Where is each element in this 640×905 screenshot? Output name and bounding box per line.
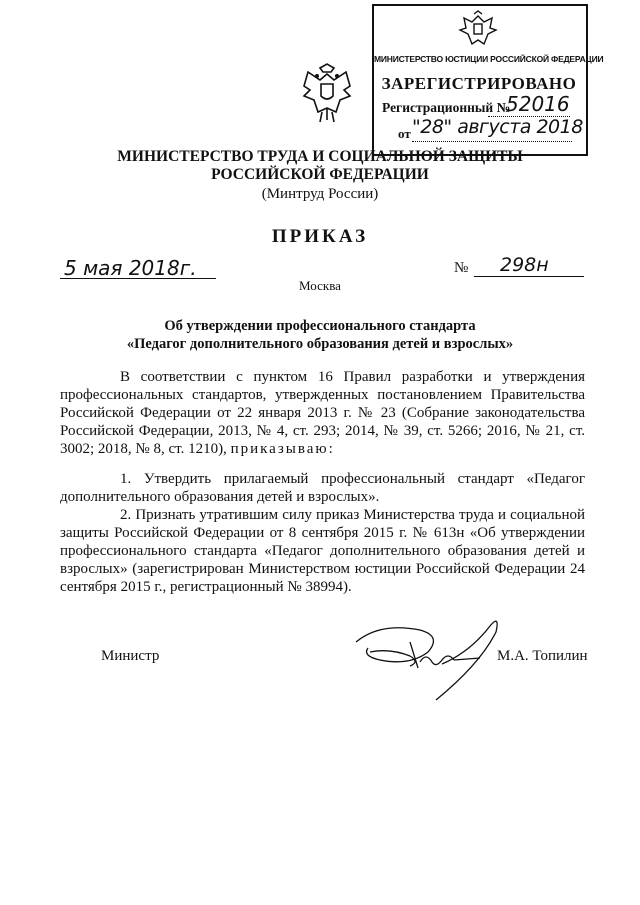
coat-of-arms-icon: [300, 62, 354, 126]
stamp-date-value: "28" августа 2018: [412, 116, 583, 138]
order-title-line1: Об утверждении профессионального стандарта: [164, 318, 476, 334]
ministry-name-line1: МИНИСТЕРСТВО ТРУДА И СОЦИАЛЬНОЙ ЗАЩИТЫ: [117, 148, 523, 165]
order-number-sign: №: [454, 260, 469, 276]
stamp-number-value: 52016: [506, 92, 570, 116]
stamp-ministry: МИНИСТЕРСТВО ЮСТИЦИИ РОССИЙСКОЙ ФЕДЕРАЦИИ: [374, 54, 604, 64]
stamp-registered: ЗАРЕГИСТРИРОВАНО: [381, 74, 577, 93]
stamp-date-prefix: от: [398, 126, 411, 141]
preamble-text: В соответствии с пунктом 16 Правил разработки и утверждения профессиональных стандартов, утвержденных постановлением Правительства Российской Федерации от 22 января 2013 г. № 23 (Собрание законодательства Российской Федерации, 2013, № 4, ст. 293; 2014, № 39, ст. 5266; 2016, № 21, ст. 3002; 2018, № 8, ст. 1210),: [60, 369, 585, 457]
handwritten-signature: [350, 612, 520, 704]
order-title-line2: «Педагог дополнительного образования детей и взрослых»: [126, 336, 514, 352]
order-number-underline: [474, 276, 584, 277]
minister-name: М.А. Топилин: [497, 648, 588, 664]
item-2-paragraph: 2. Признать утратившим силу приказ Министерства труда и социальной защиты Российской Федерации от 8 сентября 2015 г. № 613н «Об утверждении профессионального стандарта «Педагог дополнительного образования детей и взрослых» (зарегистрирован Министерством юстиции Российской Федерации 24 сентября 2015 г., регистрационный № 38994).: [60, 507, 585, 595]
item-1-paragraph: 1. Утвердить прилагаемый профессиональный стандарт «Педагог дополнительного образования детей и взрослых».: [60, 471, 585, 505]
stamp-emblem-icon: [456, 10, 500, 50]
minister-position: Министр: [101, 648, 160, 664]
ministry-name-line2: РОССИЙСКОЙ ФЕДЕРАЦИИ: [211, 166, 429, 183]
order-date: 5 мая 2018г.: [64, 256, 197, 280]
order-city: Москва: [299, 278, 341, 293]
order-number: 298н: [500, 254, 549, 276]
command-word: приказываю:: [230, 441, 335, 457]
stamp-date-underline: [412, 141, 572, 142]
stamp-number-label: Регистрационный №: [382, 100, 511, 115]
order-heading: ПРИКАЗ: [271, 226, 369, 247]
ministry-short-name: (Минтруд России): [261, 186, 379, 202]
preamble-paragraph: [60, 368, 585, 458]
